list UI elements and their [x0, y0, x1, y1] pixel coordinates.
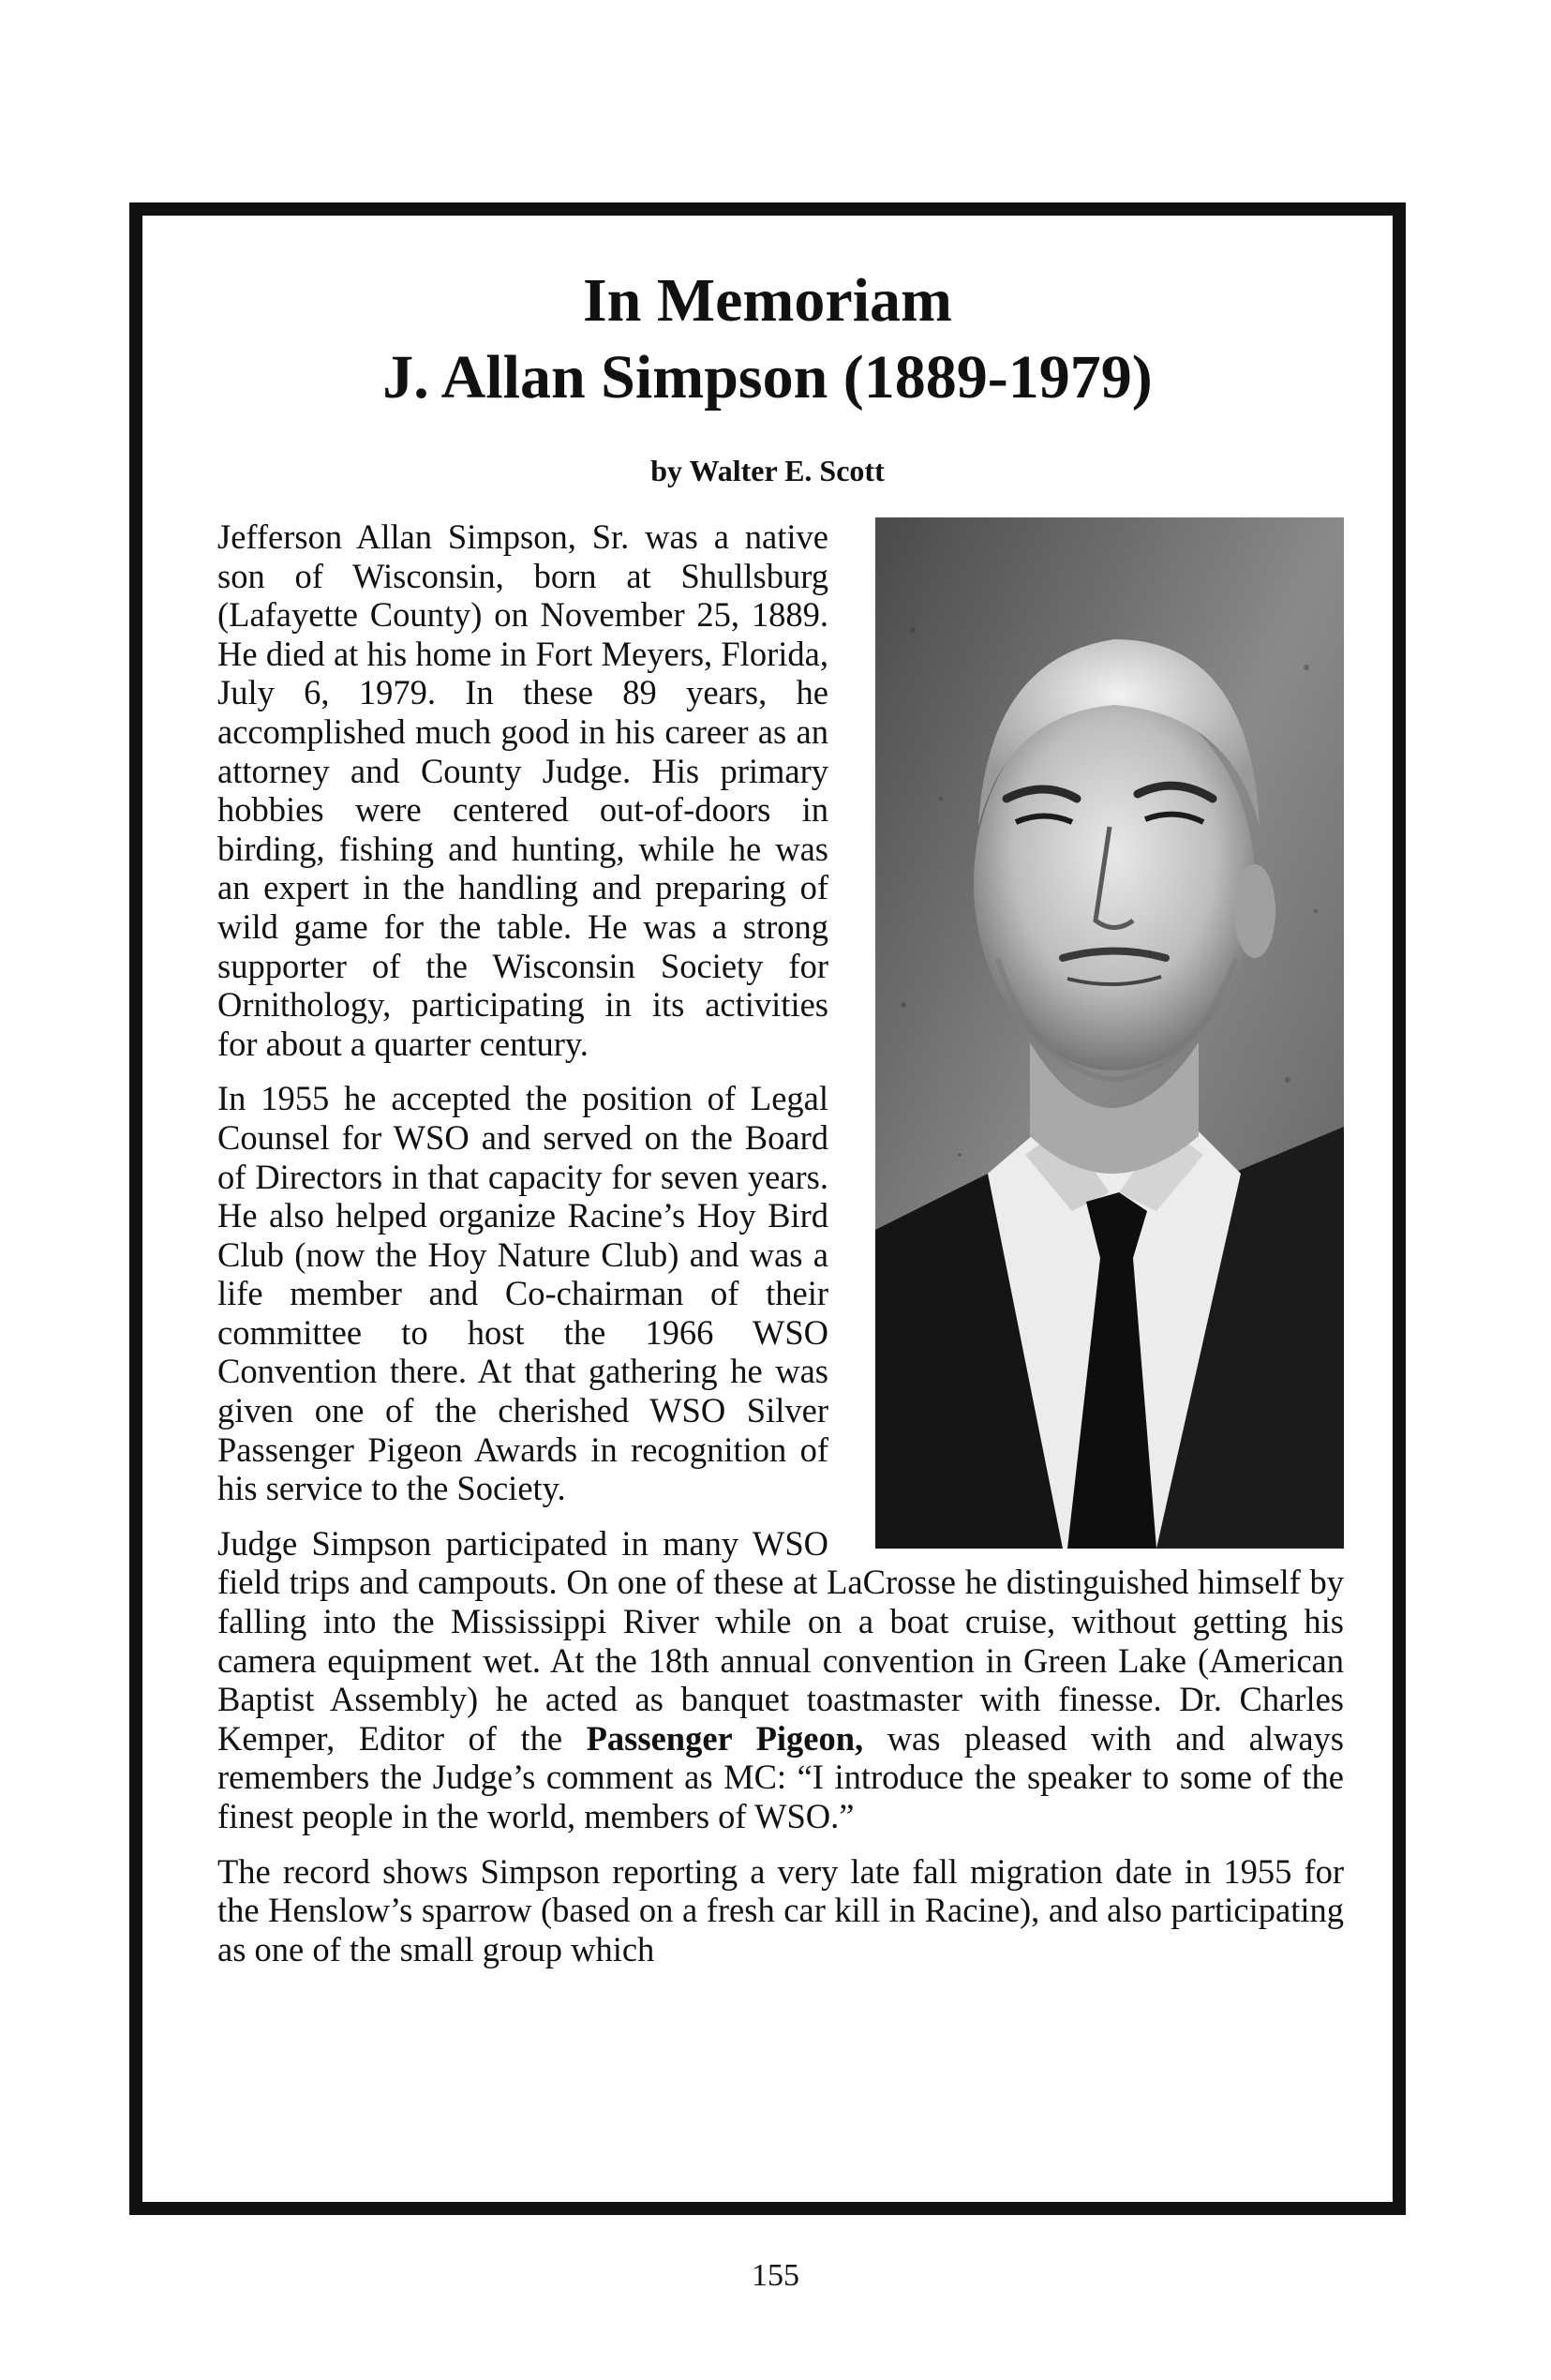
paragraph-3-text-b: was pleased with and always remembers the Judge’s comment as MC: “I introduce the speaker to some of the finest people in the world, members of WSO.”: [217, 1718, 1345, 1835]
portrait-photo: [875, 517, 1344, 1558]
paragraph-1: Jefferson Allan Simpson, Sr. was a native son of Wisconsin, born at Shullsburg (Lafayette County) on November 25, 1889. He died at his home in Fort Meyers, Florida, July 6, 1979. In these 89 years, he accomplished much good in his career as an attorney and County Judge. His primary hobbies were centered out-of-doors in birding, fishing and hunting, while he was an expert in the handling and preparing of wild game for the table. He was a strong supporter of the Wisconsin Society for Ornithology, participating in its activities for about a quarter century.: [217, 517, 828, 1063]
title-line-1: In Memoriam: [582, 266, 953, 335]
paragraph-2: In 1955 he accepted the position of Legal Counsel for WSO and served on the Board of Directors in that capacity for seven years. He also helped organize Racine’s Hoy Bird Club (now the Hoy Nature Club) and was a life member and Co-chairman of their committee to host the 1966 WSO Convention there. At that gathering he was given one of the cherished WSO Silver Passenger Pigeon Awards in recognition of his service to the Society.: [217, 1079, 828, 1508]
journal-title: Passenger Pigeon,: [586, 1718, 864, 1758]
memorial-frame: [129, 202, 1406, 2215]
page-number: 155: [752, 2258, 799, 2293]
byline-prefix: by: [650, 454, 683, 487]
title-line-2: J. Allan Simpson (1889-1979): [382, 343, 1153, 412]
portrait-image: [875, 517, 1344, 1549]
article-header: [142, 262, 1393, 489]
paragraph-3: [217, 1524, 1344, 1836]
paragraph-3-text-a: Judge Simpson participated in many WSO field trips and campouts. On one of these at LaCrosse he distinguished himself by falling into the Mississippi River while on a boat cruise, without getting his camera equipment wet. At the 18th annual convention in Green Lake (American Baptist Assembly) he acted as banquet toastmaster with finesse. Dr. Charles Kemper, Editor of the: [217, 1523, 1344, 1758]
author-name: Walter E. Scott: [689, 454, 885, 487]
article-title: [142, 262, 1393, 416]
article-body: [217, 517, 1344, 1984]
paragraph-4: The record shows Simpson reporting a very late fall migration date in 1955 for the Henslow’s sparrow (based on a fresh car kill in Racine), and also participating as one of the small group which: [217, 1851, 1344, 1968]
byline: [142, 452, 1393, 489]
